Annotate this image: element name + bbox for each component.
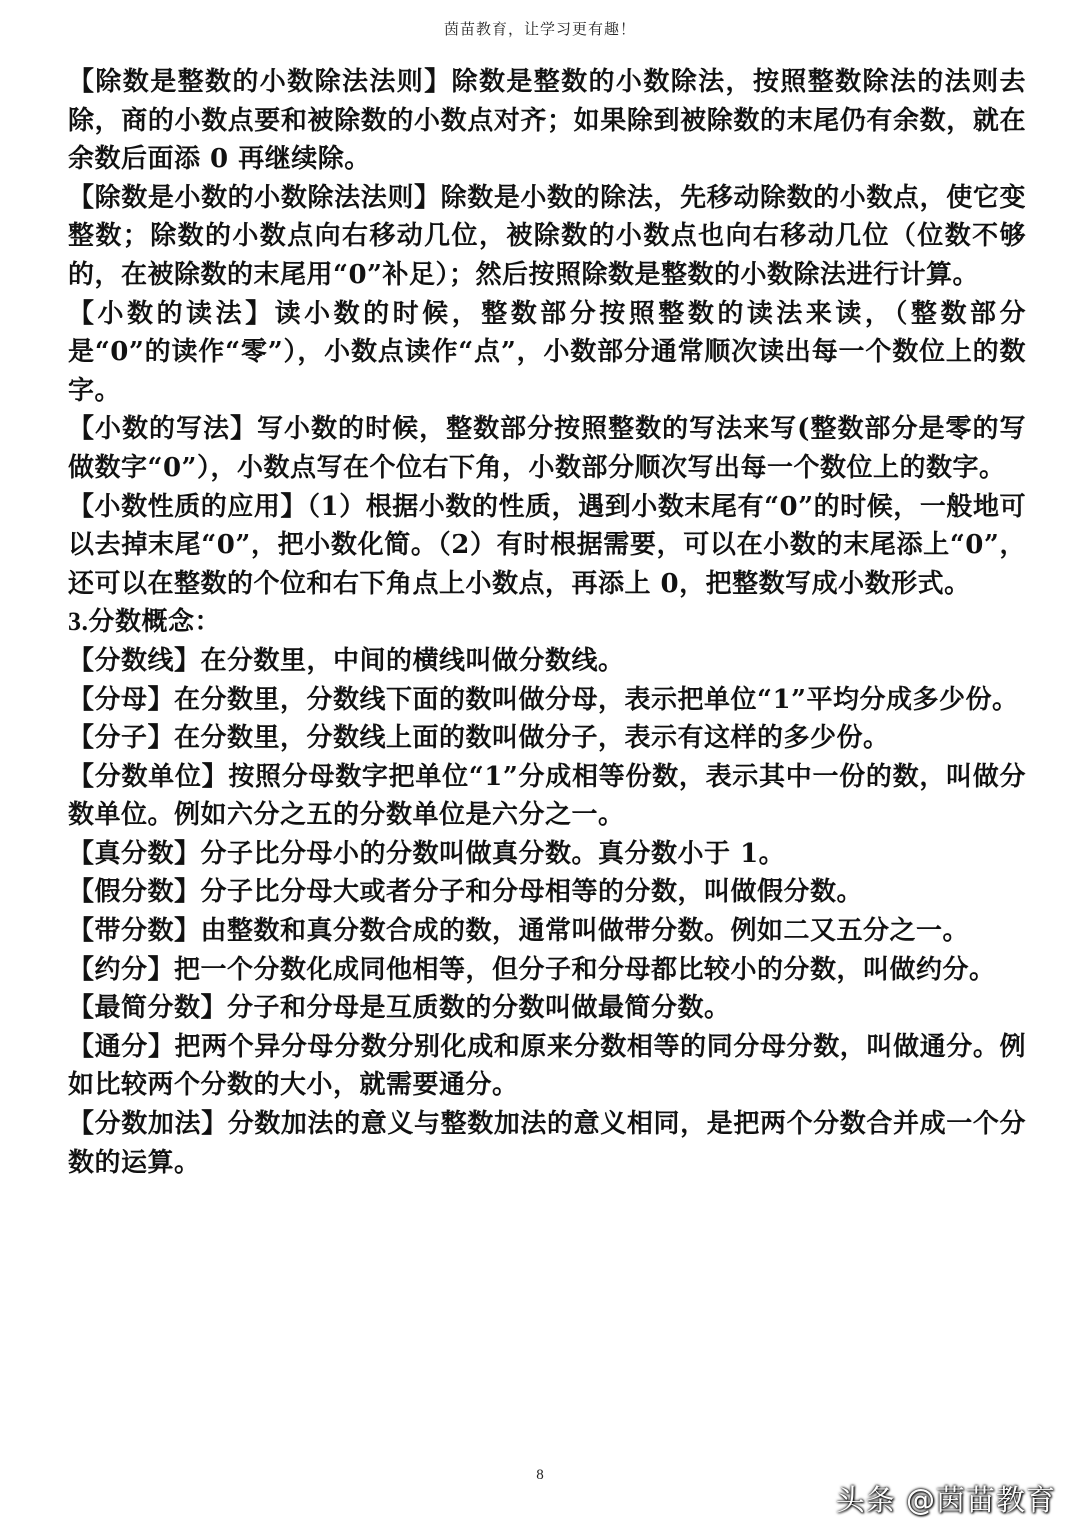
- term-text: 分子和分母是互质数的分数叫做最简分数。: [227, 993, 731, 1024]
- term-text: 在分数里，分数线下面的数叫做分母，表示把单位“1”平均分成多少份。: [174, 684, 1019, 715]
- term-text: （1）根据小数的性质，遇到小数末尾有“0”的时候，一般地可以去掉末尾“0”，把小数化简。（2）有时根据需要，可以在小数的末尾添上“0”，还可以在整数的个位和右下角点上小数点，再添上 0，把整数写成小数形式。: [68, 491, 1026, 599]
- term-label: 【除数是整数的小数除法法则】: [68, 67, 452, 97]
- term-text: 在分数里，中间的横线叫做分数线。: [200, 645, 625, 676]
- term-label: 【约分】: [68, 954, 175, 985]
- term-label: 【分母】: [68, 684, 175, 715]
- term-label: 【真分数】: [68, 838, 201, 869]
- document-body: [68, 63, 1026, 1182]
- term-text: 分子比分母小的分数叫做真分数。真分数小于 1。: [200, 838, 786, 869]
- definition-reduction: [68, 951, 1026, 990]
- rule-divisor-decimal: [68, 179, 1026, 295]
- definition-numerator: [68, 719, 1026, 758]
- definition-proper-fraction: [68, 835, 1026, 874]
- decimal-writing: [68, 410, 1026, 487]
- term-text: 除数是小数的除法，先移动除数的小数点，使它变整数；除数的小数点向右移动几位，被除数的小数点也向右移动几位（位数不够的，在被除数的末尾用“0”补足）；然后按照除数是整数的小数除法进行计算。: [68, 182, 1026, 290]
- term-text: 写小数的时候，整数部分按照整数的写法来写(整数部分是零的写做数字“0”），小数点写在个位右下角，小数部分顺次写出每一个数位上的数字。: [68, 414, 1026, 483]
- term-label: 【假分数】: [68, 877, 201, 908]
- term-label: 【分数加法】: [68, 1109, 228, 1140]
- page-header: 茵苗教育，让学习更有趣！: [443, 20, 636, 38]
- term-text: 把两个异分母分数分别化成和原来分数相等的同分母分数，叫做通分。例如比较两个分数的大小，就需要通分。: [68, 1031, 1026, 1101]
- term-label: 【带分数】: [68, 916, 201, 947]
- term-label: 【除数是小数的小数除法法则】: [68, 182, 441, 213]
- section-title: 3.分数概念：: [68, 607, 222, 637]
- term-text: 读小数的时候，整数部分按照整数的读法来读，（整数部分是“0”的读作“零”），小数点读作“点”，小数部分通常顺次读出每一个数位上的数字。: [68, 298, 1026, 406]
- term-text: 把一个分数化成同他相等，但分子和分母都比较小的分数，叫做约分。: [174, 954, 996, 985]
- term-text: 分子比分母大或者分子和分母相等的分数，叫做假分数。: [200, 877, 864, 908]
- term-text: 在分数里，分数线上面的数叫做分子，表示有这样的多少份。: [174, 723, 890, 754]
- term-text: 除数是整数的小数除法，按照整数除法的法则去除，商的小数点要和被除数的小数点对齐；如果除到被除数的末尾仍有余数，就在余数后面添 0 再继续除。: [68, 67, 1026, 175]
- definition-denominator: [68, 681, 1026, 720]
- definition-fraction-unit: [68, 758, 1026, 835]
- term-label: 【分数线】: [68, 645, 201, 676]
- term-label: 【最简分数】: [68, 993, 228, 1024]
- decimal-reading: [68, 295, 1026, 411]
- term-label: 【小数的写法】: [68, 414, 258, 445]
- term-text: 由整数和真分数合成的数，通常叫做带分数。例如二又五分之一。: [200, 916, 970, 947]
- term-label: 【小数的读法】: [68, 298, 275, 329]
- definition-simplest-fraction: [68, 989, 1026, 1028]
- definition-fraction-addition: [68, 1105, 1026, 1182]
- watermark: 头条 @茵苗教育: [835, 1483, 1056, 1517]
- term-text: 分数加法的意义与整数加法的意义相同，是把两个分数合并成一个分数的运算。: [68, 1109, 1026, 1178]
- decimal-property-application: [68, 488, 1026, 604]
- definition-mixed-number: [68, 912, 1026, 951]
- definition-common-denominator: [68, 1028, 1026, 1105]
- term-text: 按照分母数字把单位“1”分成相等份数，表示其中一份的数，叫做分数单位。例如六分之五的分数单位是六分之一。: [68, 761, 1026, 831]
- rule-divisor-integer: [68, 63, 1026, 179]
- term-label: 【分数单位】: [68, 761, 229, 792]
- page-number: 8: [536, 1467, 544, 1483]
- term-label: 【小数性质的应用】: [68, 491, 307, 522]
- term-label: 【分子】: [68, 723, 175, 754]
- definition-improper-fraction: [68, 873, 1026, 912]
- term-label: 【通分】: [68, 1031, 175, 1062]
- definition-fraction-line: [68, 642, 1026, 681]
